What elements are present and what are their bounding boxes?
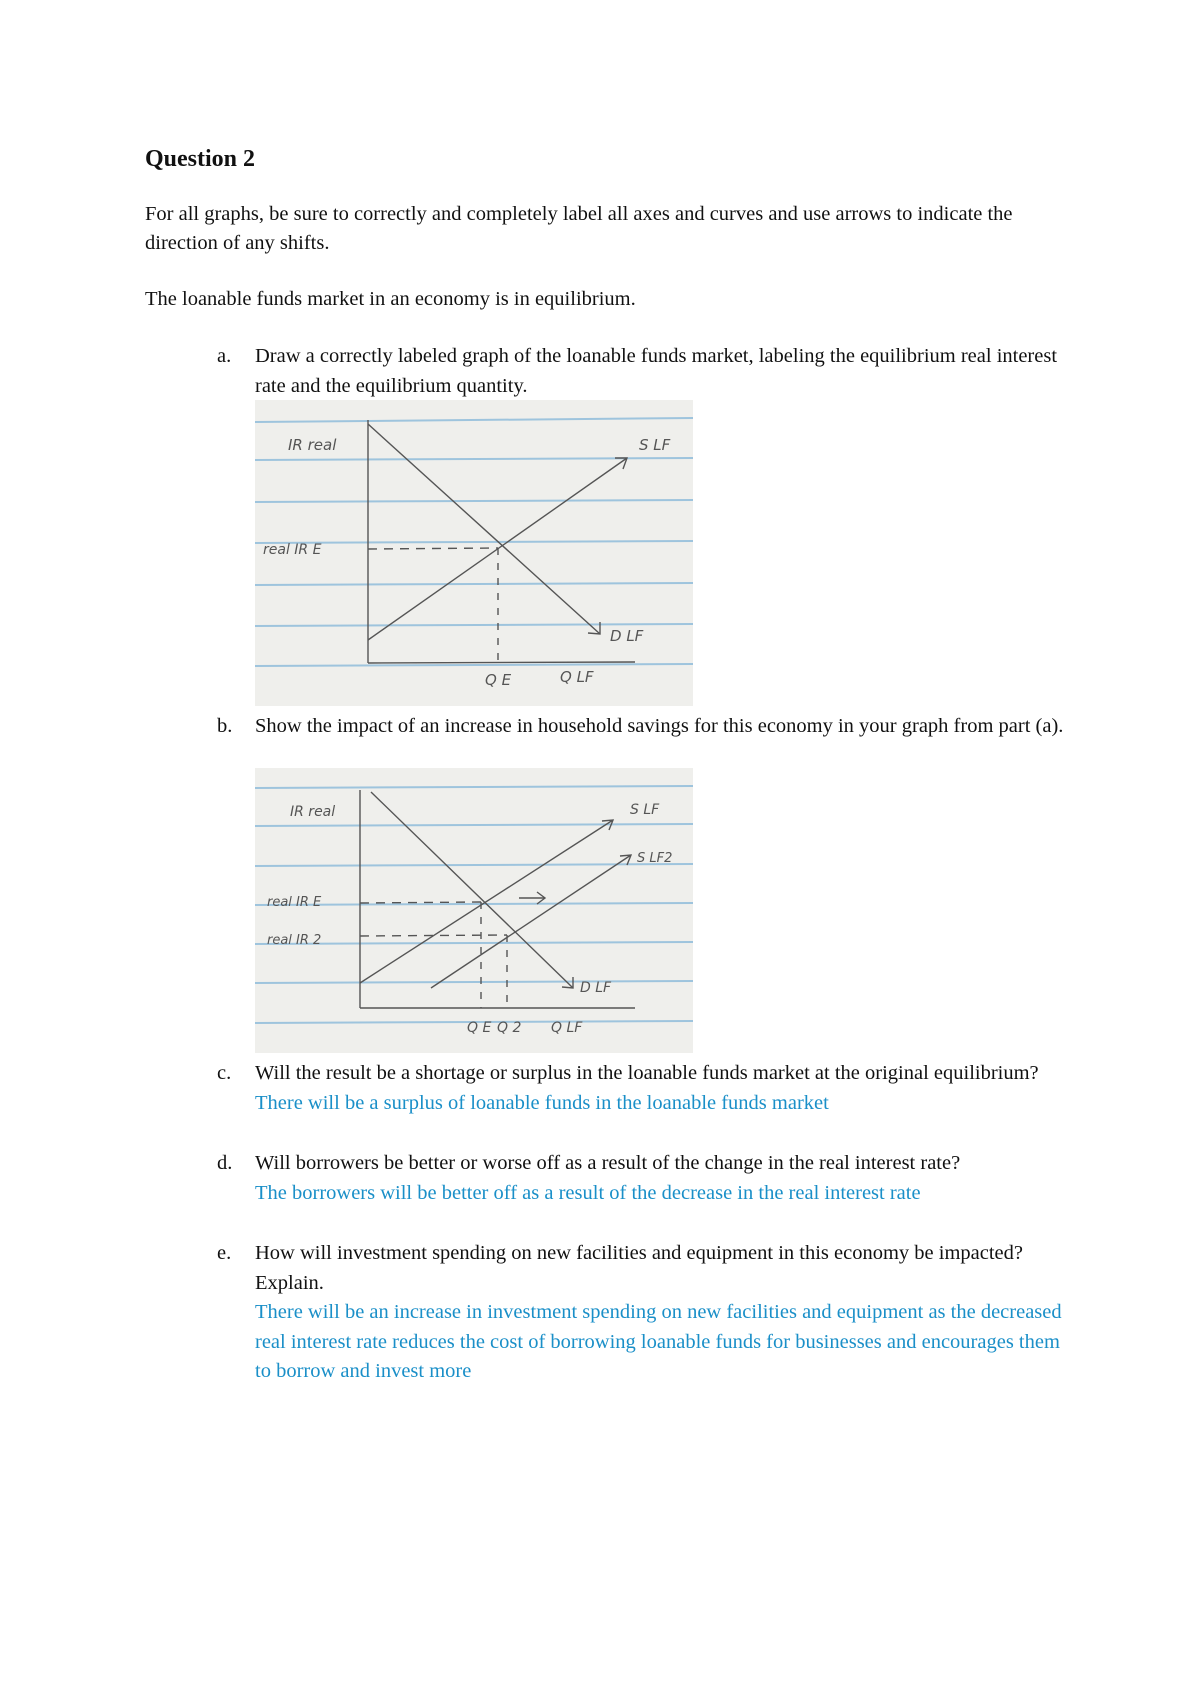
graph-a-photo bbox=[255, 400, 693, 706]
instructions-paragraph: For all graphs, be sure to correctly and completely label all axes and curves and use arrows to indicate the direction of any shifts. bbox=[145, 203, 1013, 254]
eq-rate2-label: real IR 2 bbox=[267, 933, 322, 948]
item-letter: e. bbox=[217, 1242, 232, 1264]
supply-label: S LF bbox=[639, 436, 671, 454]
item-answer: The borrowers will be better off as a result of the decrease in the real interest rate bbox=[255, 1181, 921, 1204]
item-question: How will investment spending on new facilities and equipment in this economy be impacted? Explain. bbox=[255, 1242, 1024, 1294]
item-body bbox=[255, 1149, 1077, 1208]
supply-label: S LF bbox=[630, 802, 660, 818]
item-letter: a. bbox=[217, 345, 232, 367]
scenario-paragraph: The loanable funds market in an economy is in equilibrium. bbox=[145, 288, 636, 310]
item-answer: There will be an increase in investment spending on new facilities and equipment as the decreased real interest rate reduces the cost of borrowing loanable funds for businesses and encourages them to borrow and invest more bbox=[255, 1301, 1062, 1382]
eq-rate-label: real IR E bbox=[267, 895, 322, 910]
x-axis-label: Q LF bbox=[551, 1020, 583, 1036]
supply2-label: S LF2 bbox=[637, 851, 673, 866]
eq-qty-label: Q E bbox=[467, 1020, 492, 1036]
graph-b-photo bbox=[255, 768, 693, 1053]
y-axis-label: IR real bbox=[290, 804, 336, 820]
eq-qty-label: Q E bbox=[485, 671, 512, 689]
demand-curve bbox=[368, 424, 600, 634]
graph-b-svg bbox=[255, 768, 693, 1053]
item-letter: d. bbox=[217, 1152, 233, 1174]
eq-rate-label: real IR E bbox=[263, 542, 322, 558]
demand-label: D LF bbox=[610, 627, 644, 645]
equilibrium-rate-dashed bbox=[368, 548, 498, 549]
item-question: Will borrowers be better or worse off as a result of the change in the real interest rate? bbox=[255, 1152, 961, 1174]
x-axis-label: Q LF bbox=[560, 668, 594, 686]
y-axis-label: IR real bbox=[288, 436, 337, 454]
supply-curve bbox=[360, 820, 613, 983]
graph-a-svg bbox=[255, 400, 693, 706]
item-question: Show the impact of an increase in household savings for this economy in your graph from part (a). bbox=[255, 715, 1064, 737]
item-letter: b. bbox=[217, 715, 233, 737]
item-question: Draw a correctly labeled graph of the loanable funds market, labeling the equilibrium real interest rate and the equilibrium quantity. bbox=[255, 345, 1058, 397]
demand-curve bbox=[371, 792, 573, 988]
question-title: Question 2 bbox=[145, 146, 256, 172]
item-body bbox=[255, 1239, 1077, 1387]
supply2-curve bbox=[431, 855, 631, 988]
demand-label: D LF bbox=[580, 980, 612, 996]
item-answer: There will be a surplus of loanable funds in the loanable funds market bbox=[255, 1091, 829, 1114]
eq-qty2-label: Q 2 bbox=[497, 1020, 522, 1036]
item-body bbox=[255, 1059, 1077, 1118]
item-letter: c. bbox=[217, 1062, 232, 1084]
equilibrium-rate-dashed bbox=[360, 902, 481, 903]
item-question: Will the result be a shortage or surplus in the loanable funds market at the original equilibrium? bbox=[255, 1062, 1039, 1084]
x-axis bbox=[368, 662, 635, 663]
